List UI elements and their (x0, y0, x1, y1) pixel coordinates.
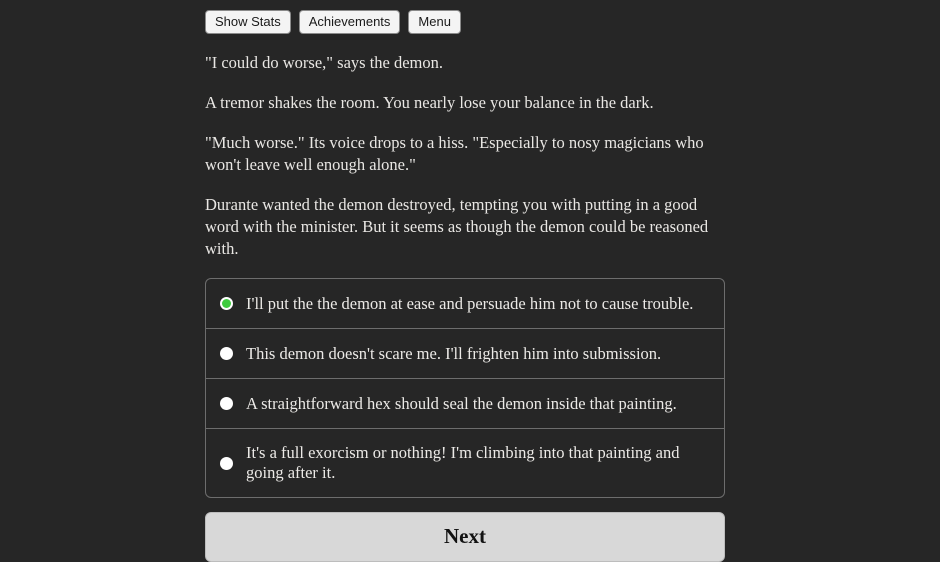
story-paragraph: "Much worse." Its voice drops to a hiss. "Especially to nosy magicians who won't leave well enough alone." (205, 133, 704, 174)
choice-option[interactable] (206, 379, 724, 429)
story-paragraph: "I could do worse," says the demon. (205, 53, 444, 72)
choice-option[interactable] (206, 329, 724, 379)
radio-icon[interactable] (220, 347, 233, 360)
next-button[interactable]: Next (205, 512, 725, 562)
top-toolbar (205, 0, 725, 40)
show-stats-button[interactable]: Show Stats (205, 10, 291, 34)
radio-icon[interactable] (220, 397, 233, 410)
story-text (205, 52, 725, 260)
radio-icon[interactable] (220, 297, 233, 310)
achievements-button[interactable]: Achievements (299, 10, 401, 34)
choice-option[interactable] (206, 279, 724, 329)
choice-label: It's a full exorcism or nothing! I'm climbing into that painting and going after it. (246, 443, 680, 482)
choice-option[interactable] (206, 429, 724, 497)
radio-icon[interactable] (220, 457, 233, 470)
choice-label: A straightforward hex should seal the demon inside that painting. (246, 393, 677, 413)
game-content-column (205, 0, 725, 562)
choice-label: I'll put the the demon at ease and persuade him not to cause trouble. (246, 293, 694, 313)
choice-label: This demon doesn't scare me. I'll frighten him into submission. (246, 343, 662, 363)
choice-list (205, 278, 725, 498)
menu-button[interactable]: Menu (408, 10, 461, 34)
story-paragraph: A tremor shakes the room. You nearly lose your balance in the dark. (205, 93, 654, 112)
story-paragraph: Durante wanted the demon destroyed, tempting you with putting in a good word with the minister. But it seems as though the demon could be reasoned with. (205, 195, 709, 258)
